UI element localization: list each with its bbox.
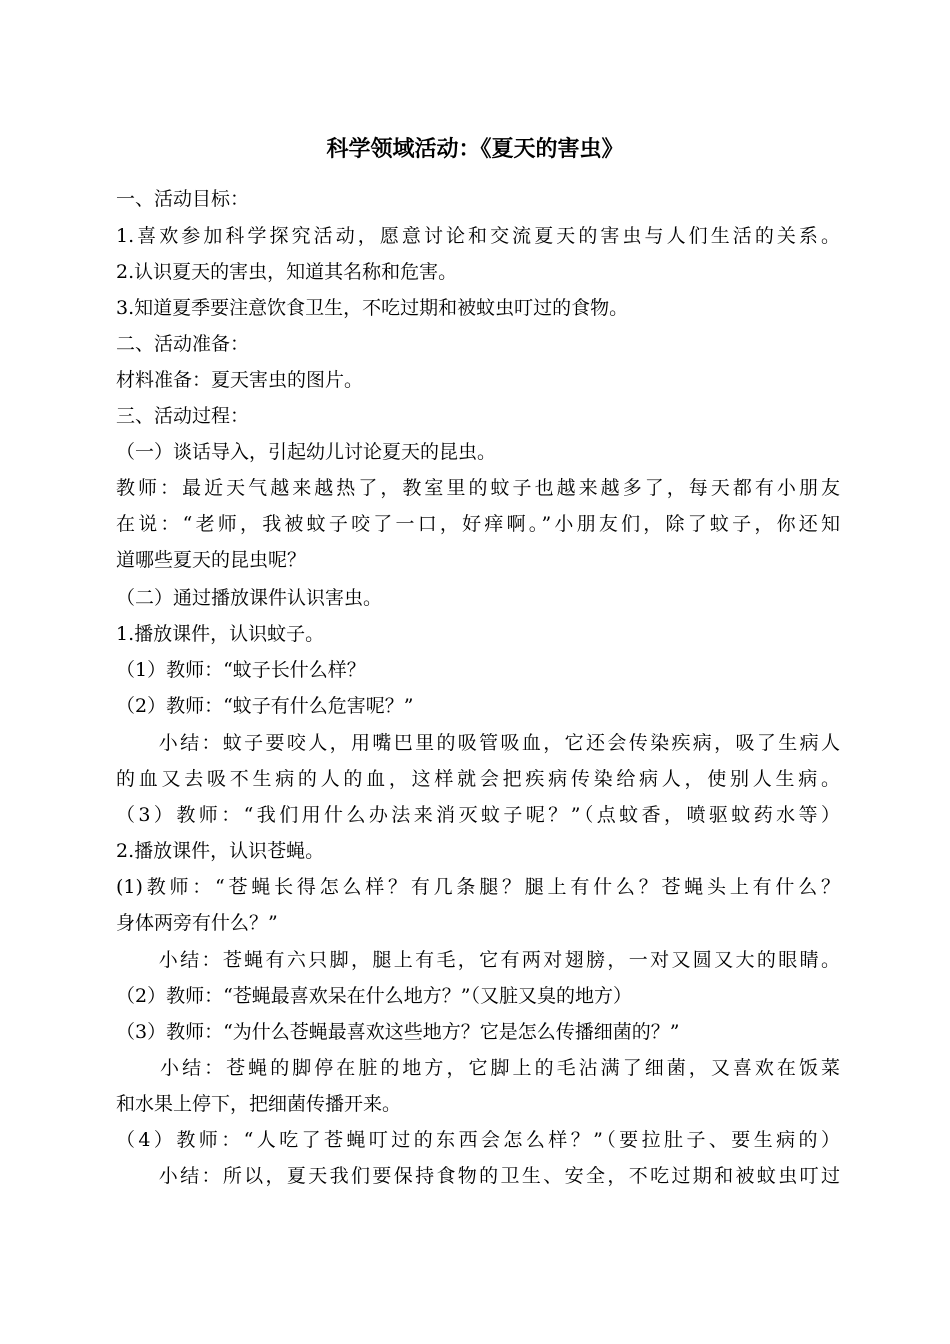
step-2-heading: （二）通过播放课件认识害虫。 bbox=[116, 587, 383, 609]
goal-1: 1.喜欢参加科学探究活动，愿意讨论和交流夏天的害虫与人们生活的关系。 bbox=[116, 225, 840, 247]
section-heading-preparation: 二、活动准备： bbox=[116, 333, 250, 355]
question-line: （2）教师：“蚊子有什么危害呢？” bbox=[116, 695, 414, 717]
paragraph-line: 道哪些夏天的昆虫呢？ bbox=[116, 549, 307, 571]
summary-line: 和水果上停下，把细菌传播开来。 bbox=[116, 1093, 402, 1115]
question-line: （3）教师：“为什么苍蝇最喜欢这些地方？它是怎么传播细菌的？” bbox=[116, 1021, 680, 1043]
question-line: 身体两旁有什么？” bbox=[116, 912, 278, 934]
question-line: （1）教师：“蚊子长什么样？ bbox=[116, 659, 366, 681]
goal-2: 2.认识夏天的害虫，知道其名称和危害。 bbox=[116, 261, 458, 283]
section-heading-process: 三、活动过程： bbox=[116, 405, 250, 427]
summary-line: 小结：所以，夏天我们要保持食物的卫生、安全，不吃过期和被蚊虫叮过 bbox=[116, 1165, 840, 1187]
material-preparation: 材料准备：夏天害虫的图片。 bbox=[116, 369, 364, 391]
summary-line: 小结：苍蝇有六只脚，腿上有毛，它有两对翅膀，一对又圆又大的眼睛。 bbox=[116, 949, 840, 971]
summary-line: 小结：苍蝇的脚停在脏的地方，它脚上的毛沾满了细菌，又喜欢在饭菜 bbox=[116, 1057, 840, 1079]
sub-step-mosquito: 1.播放课件，认识蚊子。 bbox=[116, 623, 325, 645]
goal-3: 3.知道夏季要注意饮食卫生，不吃过期和被蚊虫叮过的食物。 bbox=[116, 297, 629, 319]
sub-step-fly: 2.播放课件，认识苍蝇。 bbox=[116, 840, 325, 862]
question-line: （2）教师：“苍蝇最喜欢呆在什么地方？”（又脏又臭的地方） bbox=[116, 985, 633, 1007]
section-heading-goals: 一、活动目标： bbox=[116, 188, 250, 210]
summary-line: 小结：蚊子要咬人，用嘴巴里的吸管吸血，它还会传染疾病，吸了生病人 bbox=[116, 732, 840, 754]
step-1-heading: （一）谈话导入，引起幼儿讨论夏天的昆虫。 bbox=[116, 441, 497, 463]
document-title: 科学领域活动：《夏天的害虫》 bbox=[326, 137, 624, 162]
paragraph-line: 教师：最近天气越来越热了，教室里的蚊子也越来越多了，每天都有小朋友 bbox=[116, 477, 840, 499]
paragraph-line: 在说：“老师，我被蚊子咬了一口，好痒啊。”小朋友们，除了蚊子，你还知 bbox=[116, 513, 840, 535]
question-line: （4）教师：“人吃了苍蝇叮过的东西会怎么样？”（要拉肚子、要生病的） bbox=[116, 1129, 840, 1151]
question-line: (1)教师：“苍蝇长得怎么样？有几条腿？腿上有什么？苍蝇头上有什么？ bbox=[116, 876, 840, 898]
summary-line: 的血又去吸不生病的人的血，这样就会把疾病传染给病人，使别人生病。 bbox=[116, 768, 840, 790]
question-line: （3）教师：“我们用什么办法来消灭蚊子呢？”（点蚊香，喷驱蚊药水等） bbox=[116, 804, 840, 826]
